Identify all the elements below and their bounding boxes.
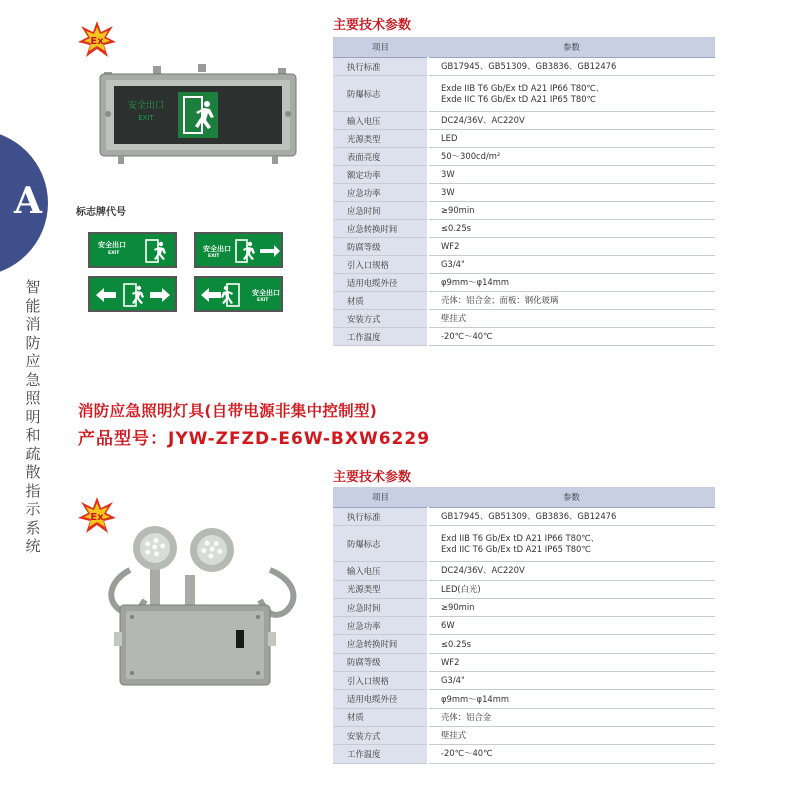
spec-row: [333, 580, 715, 598]
spec-row: [333, 708, 715, 726]
spec-row: [333, 184, 715, 202]
spec-row: [333, 562, 715, 580]
spec-value: [428, 562, 715, 580]
spec-row: [333, 274, 715, 292]
spec-row: [333, 598, 715, 616]
spec-key: 防爆标志: [333, 76, 428, 112]
spec-key: 适用电缆外径: [333, 690, 428, 708]
spec-key: 引入口规格: [333, 672, 428, 690]
spec-value: [428, 653, 715, 671]
spec-value: [428, 617, 715, 635]
spec-value-line: Exd IIB T6 Gb/Ex tD A21 IP66 T80℃、: [441, 532, 600, 543]
spec-row: [333, 148, 715, 166]
spec-key: 表面亮度: [333, 148, 428, 166]
spec-row: [333, 672, 715, 690]
product2-model: 产品型号：JYW-ZFZD-E6W-BXW6229: [78, 429, 431, 449]
spec-key: 应急时间: [333, 598, 428, 616]
emergency-light-fixture-image: [100, 520, 305, 690]
spec-value-line: ≤0.25s: [441, 638, 472, 649]
section2-title: 主要技术参数: [333, 470, 412, 485]
spec-value: [428, 274, 715, 292]
running-man-icon: [144, 238, 170, 264]
spec-key: 应急转换时间: [333, 635, 428, 653]
spec-row: [333, 653, 715, 671]
spec-value: [428, 690, 715, 708]
sign-text-cn: 安全出口: [98, 241, 126, 249]
spec-key: 应急功率: [333, 184, 428, 202]
section1-title: 主要技术参数: [333, 18, 412, 33]
sign-code-label: 标志牌代号: [76, 207, 126, 218]
spec-value: [428, 58, 715, 76]
spec-value: [428, 526, 715, 562]
bidirectional-arrow-icon: [94, 282, 172, 308]
spec-key: 执行标准: [333, 508, 428, 526]
spec-value: [428, 672, 715, 690]
sign-text-en: EXIT: [257, 298, 269, 303]
spec-value-line: GB17945、GB51309、GB3836、GB12476: [441, 511, 617, 522]
header-param: 参数: [428, 487, 715, 508]
spec-value-line: LED(白光): [441, 583, 481, 594]
spec-value-line: G3/4": [441, 675, 465, 686]
spec-value: [428, 328, 715, 346]
spec-value-line: -20℃～40℃: [441, 331, 493, 341]
spec-row: [333, 202, 715, 220]
spec-value-line: DC24/36V、AC220V: [441, 565, 525, 576]
spec-row: [333, 112, 715, 130]
spec-value-line: 3W: [441, 187, 455, 197]
svg-text:Ex: Ex: [90, 512, 104, 523]
spec-value: [428, 238, 715, 256]
spec-value: [428, 310, 715, 328]
spec-value: [428, 112, 715, 130]
spec-value-line: G3/4": [441, 259, 465, 269]
spec-value-line: φ9mm～φ14mm: [441, 693, 510, 704]
exit-sign-fixture-image: [98, 62, 298, 166]
spec-value-line: ≤0.25s: [441, 223, 472, 233]
spec-row: [333, 166, 715, 184]
spec-key: 防腐等级: [333, 238, 428, 256]
spec-key: 防腐等级: [333, 653, 428, 671]
svg-text:Ex: Ex: [90, 36, 104, 47]
exit-sign-variant-3: [88, 276, 177, 312]
spec-key: 执行标准: [333, 58, 428, 76]
sign-text-en: EXIT: [208, 254, 220, 259]
exit-sign-variant-2: [194, 232, 283, 268]
spec-row: [333, 690, 715, 708]
spec-value-line: 壳体：铝合金；面板：钢化玻璃: [441, 295, 559, 305]
spec-value-line: WF2: [441, 241, 460, 251]
spec-value: [428, 598, 715, 616]
svg-text:安全出口: 安全出口: [127, 101, 165, 111]
spec-row: [333, 310, 715, 328]
spec-value-line: ≥90min: [441, 205, 475, 215]
spec-value-line: LED: [441, 133, 458, 143]
spec-row: [333, 76, 715, 112]
spec-value-line: WF2: [441, 656, 460, 667]
spec-value: [428, 166, 715, 184]
spec-row: [333, 617, 715, 635]
spec-key: 输入电压: [333, 112, 428, 130]
spec-key: 安装方式: [333, 726, 428, 744]
spec-value-line: 3W: [441, 169, 455, 179]
spec-key: 应急功率: [333, 617, 428, 635]
spec-row: [333, 58, 715, 76]
spec-value-line: Exd IIC T6 Gb/Ex tD A21 IP65 T80℃: [441, 543, 591, 554]
header-item: 项目: [333, 487, 428, 508]
header-param: 参数: [428, 37, 715, 58]
spec-value: [428, 256, 715, 274]
spec-value-line: Exde IIB T6 Gb/Ex tD A21 IP66 T80℃、: [441, 82, 605, 93]
product2-title: 消防应急照明灯具(自带电源非集中控制型): [78, 402, 378, 420]
spec-value: [428, 130, 715, 148]
spec-value: [428, 292, 715, 310]
spec-value-line: 50～300cd/m²: [441, 151, 501, 161]
spec-value-line: 壳体：铝合金: [441, 711, 492, 722]
spec-value-line: 壁挂式: [441, 313, 467, 323]
spec-value: [428, 508, 715, 526]
spec-value: [428, 726, 715, 744]
spec-key: 工作温度: [333, 745, 428, 763]
spec-value: [428, 745, 715, 763]
spec-row: [333, 238, 715, 256]
spec-key: 输入电压: [333, 562, 428, 580]
spec-row: [333, 526, 715, 562]
spec-value-line: GB17945、GB51309、GB3836、GB12476: [441, 61, 617, 71]
spec-value-line: ≥90min: [441, 602, 475, 613]
spec-value: [428, 148, 715, 166]
spec-row: [333, 635, 715, 653]
spec-row: [333, 220, 715, 238]
spec-value: [428, 76, 715, 112]
ex-badge-icon: [77, 20, 117, 60]
sign-text-cn: 安全出口: [252, 289, 280, 297]
spec-row: [333, 328, 715, 346]
spec-key: 适用电缆外径: [333, 274, 428, 292]
spec-value-line: Exde IIC T6 Gb/Ex tD A21 IP65 T80℃: [441, 93, 596, 104]
spec-row: [333, 292, 715, 310]
spec-key: 光源类型: [333, 580, 428, 598]
side-tab-vertical-title: 智能消防应急照明和疏散指示系统: [25, 278, 41, 555]
spec-value-line: DC24/36V、AC220V: [441, 115, 525, 125]
spec-key: 材质: [333, 292, 428, 310]
exit-sign-variant-4: [194, 276, 283, 312]
spec-row: [333, 508, 715, 526]
spec-value: [428, 184, 715, 202]
spec-row: [333, 130, 715, 148]
exit-sign-variant-1: [88, 232, 177, 268]
spec-key: 应急时间: [333, 202, 428, 220]
svg-text:EXIT: EXIT: [138, 114, 154, 122]
spec-value-line: 6W: [441, 620, 455, 631]
spec-key: 安装方式: [333, 310, 428, 328]
sign-text-cn: 安全出口: [203, 245, 231, 253]
spec-key: 工作温度: [333, 328, 428, 346]
spec-value-line: φ9mm～φ14mm: [441, 277, 510, 287]
sign-text-en: EXIT: [108, 251, 120, 256]
spec-key: 应急转换时间: [333, 220, 428, 238]
spec-value-line: 壁挂式: [441, 730, 467, 741]
spec-key: 防爆标志: [333, 526, 428, 562]
spec-value: [428, 202, 715, 220]
spec-row: [333, 726, 715, 744]
spec-key: 光源类型: [333, 130, 428, 148]
spec-value-line: -20℃～40℃: [441, 748, 493, 759]
left-arrow-running-man-icon: [199, 282, 249, 308]
spec-value: [428, 220, 715, 238]
spec-value: [428, 580, 715, 598]
spec-key: 额定功率: [333, 166, 428, 184]
header-item: 项目: [333, 37, 428, 58]
spec-table-2: [333, 487, 715, 764]
spec-table-1: [333, 37, 715, 346]
side-tab-letter: A: [14, 180, 42, 222]
spec-key: 材质: [333, 708, 428, 726]
spec-row: [333, 745, 715, 763]
running-man-right-arrow-icon: [234, 238, 282, 264]
spec-value: [428, 635, 715, 653]
spec-value: [428, 708, 715, 726]
spec-row: [333, 256, 715, 274]
spec-key: 引入口规格: [333, 256, 428, 274]
